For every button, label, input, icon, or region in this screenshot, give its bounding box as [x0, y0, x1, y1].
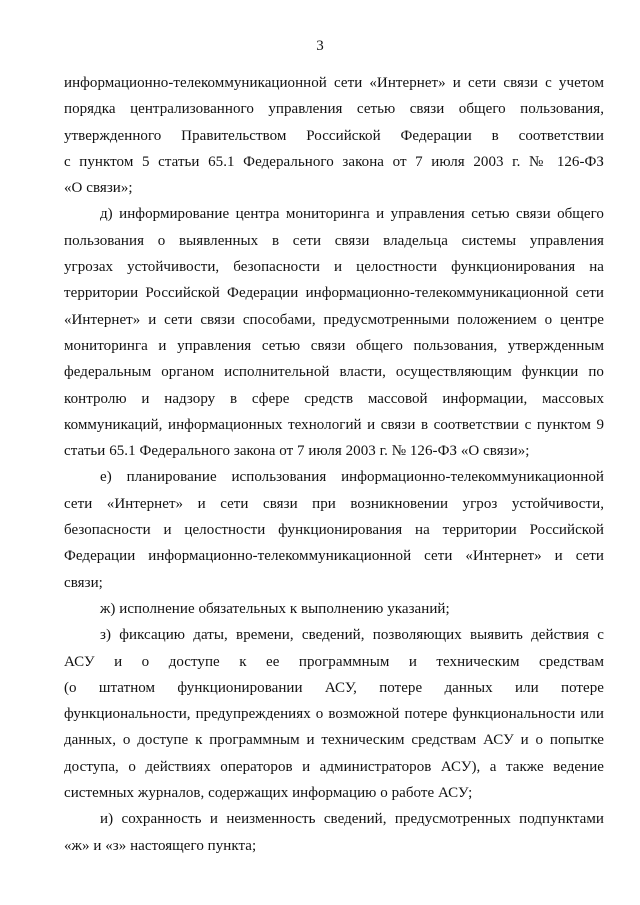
text-line: безопасности и целостности функционирования на территории Российской — [64, 522, 604, 539]
text-line: данных, о доступе к программным и техническим средствам АСУ и о попытке — [64, 732, 604, 749]
text-line: сети «Интернет» и сети связи при возникновении угроз устойчивости, — [64, 495, 604, 512]
text-line: «ж» и «з» настоящего пункта; — [64, 837, 257, 854]
text-line: «О связи»; — [64, 180, 133, 197]
text-line: Федерации информационно-телекоммуникационной сети «Интернет» и сети — [64, 548, 604, 565]
text-line: связи; — [64, 574, 103, 591]
text-line: контролю и надзору в сфере средств массовой информации, массовых — [64, 390, 604, 407]
text-line: АСУ и о доступе к ее программным и техническим средствам — [64, 653, 604, 670]
text-line: е) планирование использования информационно-телекоммуникационной — [100, 469, 604, 486]
text-line: функциональности, предупреждениях о возможной потере функциональности или — [64, 706, 604, 723]
text-line: с пунктом 5 статьи 65.1 Федерального закона от 7 июля 2003 г. № 126-ФЗ — [64, 153, 604, 170]
text-line: утвержденного Правительством Российской Федерации в соответствии — [64, 127, 604, 144]
text-line: доступа, о действиях операторов и администраторов АСУ), а также ведение — [64, 758, 604, 775]
text-line: системных журналов, содержащих информацию о работе АСУ; — [64, 785, 473, 802]
text-line: коммуникаций, информационных технологий и связи в соответствии с пунктом 9 — [64, 416, 604, 433]
paragraph — [64, 596, 604, 622]
paragraph — [64, 201, 604, 464]
text-line: порядка централизованного управления сетью связи общего пользования, — [64, 101, 604, 118]
text-line: территории Российской Федерации информационно-телекоммуникационной сети — [64, 285, 604, 302]
document-body — [64, 70, 604, 859]
text-line: ж) исполнение обязательных к выполнению указаний; — [100, 600, 450, 617]
text-line: угрозах устойчивости, безопасности и целостности функционирования на — [64, 259, 604, 276]
text-line: и) сохранность и неизменность сведений, предусмотренных подпунктами — [100, 811, 604, 828]
text-line: д) информирование центра мониторинга и управления сетью связи общего — [100, 206, 604, 223]
text-line: з) фиксацию даты, времени, сведений, позволяющих выявить действия с — [100, 627, 604, 644]
text-line: пользования о выявленных в сети связи владельца системы управления — [64, 232, 604, 249]
page-number: 3 — [316, 38, 324, 54]
text-line: федеральным органом исполнительной власти, осуществляющим функции по — [64, 364, 604, 381]
text-line: мониторинга и управления сетью связи общего пользования, утвержденным — [64, 337, 604, 354]
text-line: «Интернет» и сети связи способами, предусмотренными положением о центре — [64, 311, 604, 328]
paragraph — [64, 70, 604, 201]
text-line: статьи 65.1 Федерального закона от 7 июля 2003 г. № 126-ФЗ «О связи»; — [64, 443, 530, 460]
paragraph — [64, 806, 604, 859]
text-line: (о штатном функционировании АСУ, потере данных или потере — [64, 679, 604, 696]
text-line: информационно-телекоммуникационной сети «Интернет» и сети связи с учетом — [64, 75, 604, 91]
paragraph — [64, 622, 604, 806]
paragraph — [64, 464, 604, 595]
